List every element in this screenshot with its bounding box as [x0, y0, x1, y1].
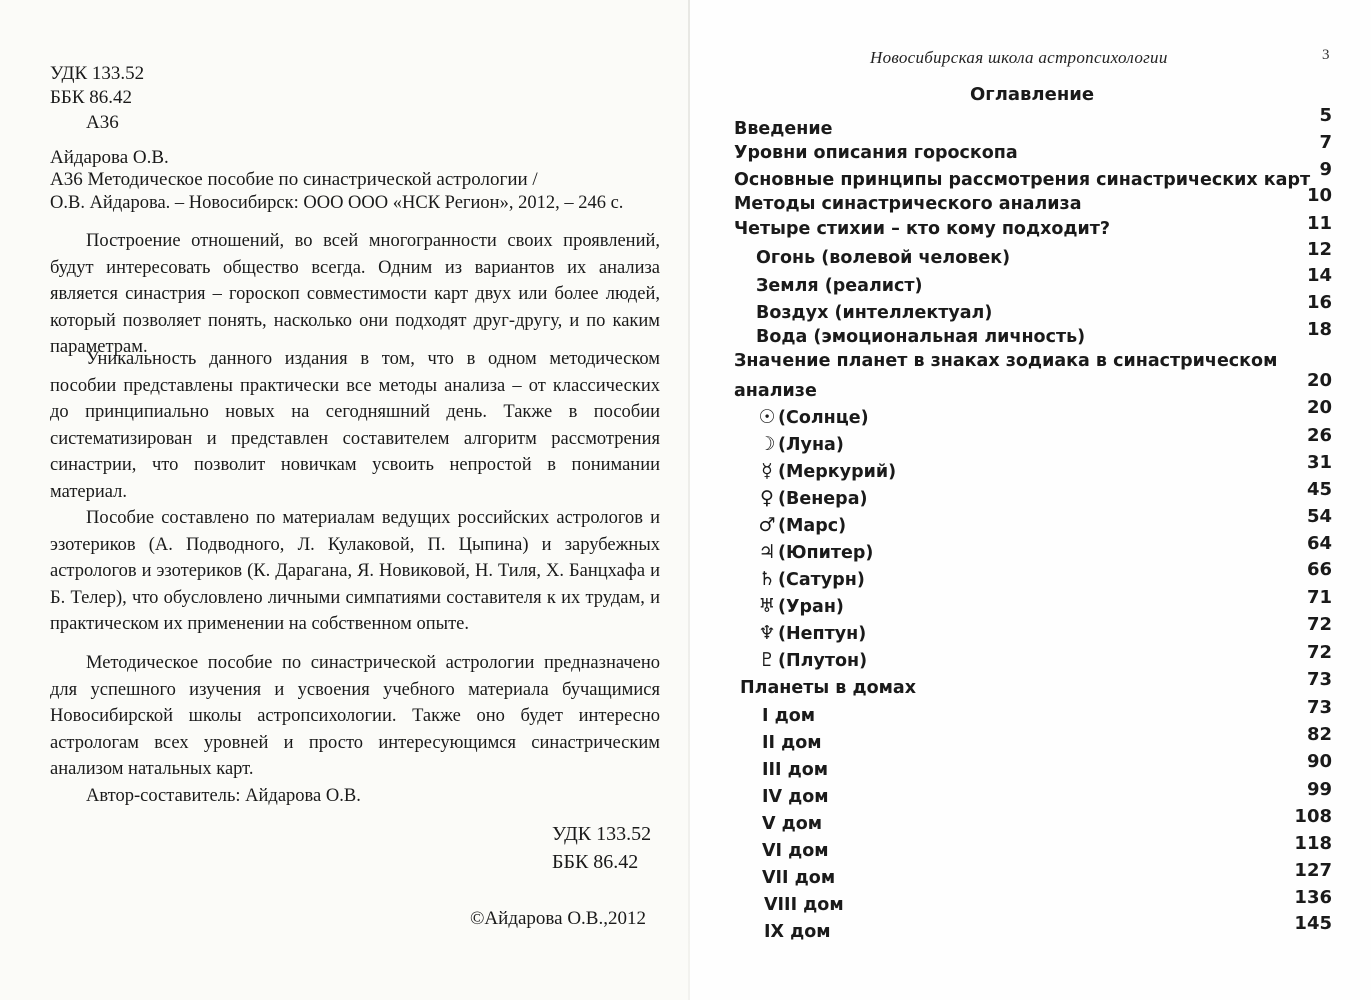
toc-entry-title: Вода (эмоциональная личность) [756, 327, 1086, 347]
toc-entry [756, 459, 896, 484]
toc-entry-title: Воздух (интеллектуал) [756, 303, 993, 323]
planet-symbol-icon: ♃ [758, 541, 776, 563]
toc-entry-title: (Венера) [778, 489, 868, 509]
toc-entry [734, 192, 1082, 216]
toc-entry [734, 349, 1277, 373]
planet-symbol-icon: ♇ [758, 649, 776, 671]
toc-entry [762, 866, 835, 890]
planet-symbol-icon: ☿ [761, 460, 773, 482]
toc-page-number: 66 [1306, 559, 1332, 580]
author-name: Айдарова О.В. [50, 147, 169, 168]
citation-line-2: О.В. Айдарова. – Новосибирск: ООО ООО «НСК Регион», 2012, – 246 с. [50, 193, 624, 213]
toc-entry-title: Основные принципы рассмотрения синастрических карт [734, 170, 1311, 190]
toc-entry [756, 594, 844, 619]
toc-page-number: 90 [1306, 751, 1332, 772]
toc-entry-title: (Сатурн) [778, 570, 865, 590]
toc-page-number: 54 [1306, 506, 1332, 527]
toc-entry-title: (Луна) [778, 435, 844, 455]
toc-page-number: 45 [1306, 479, 1332, 500]
toc-entry-title: IX дом [764, 922, 831, 942]
toc-page-number: 82 [1306, 724, 1332, 745]
toc-page-number: 5 [1319, 105, 1332, 126]
toc-entry [756, 405, 869, 430]
toc-page-number: 118 [1294, 833, 1332, 854]
running-head: Новосибирская школа астропсихологии [870, 48, 1168, 67]
toc-page-number: 18 [1306, 319, 1332, 340]
toc-entry-title: (Нептун) [778, 624, 867, 644]
toc-page-number: 73 [1306, 697, 1332, 718]
toc-entry [756, 513, 846, 538]
toc-entry-title: IV дом [762, 787, 829, 807]
toc-entry [756, 325, 1085, 349]
toc-entry-title: Введение [734, 119, 833, 139]
toc-entry [762, 758, 828, 782]
toc-page-number: 136 [1294, 887, 1332, 908]
toc-entry-title: (Юпитер) [778, 543, 874, 563]
author-mark: А36 [86, 112, 119, 133]
author-compiler-line: Автор-составитель: Айдарова О.В. [86, 786, 361, 806]
toc-page-number: 108 [1294, 806, 1332, 827]
toc-entry-title: (Уран) [778, 597, 844, 617]
toc-entry-title: II дом [762, 733, 822, 753]
toc-entry [734, 168, 1310, 192]
planet-symbol-icon: ♂ [758, 514, 776, 536]
toc-entry-title: VIII дом [764, 895, 844, 915]
toc-page-number: 99 [1306, 779, 1332, 800]
toc-entry-title: III дом [762, 760, 829, 780]
toc-entry [762, 704, 815, 728]
toc-entry [762, 731, 822, 755]
toc-entry-title: (Марс) [778, 516, 847, 536]
toc-entry-title: Четыре стихии – кто кому подходит? [734, 219, 1111, 239]
toc-page-number: 14 [1306, 265, 1332, 286]
bbk-code: ББК 86.42 [50, 87, 132, 108]
toc-page-number: 10 [1306, 185, 1332, 206]
right-page [690, 0, 1371, 1000]
bottom-bbk-code: ББК 86.42 [552, 851, 639, 873]
planet-symbol-icon: ♅ [758, 595, 776, 617]
toc-entry-title: Огонь (волевой человек) [756, 248, 1011, 268]
toc-entry [764, 920, 831, 944]
toc-entry [756, 246, 1010, 270]
planet-symbol-icon: ♆ [758, 622, 776, 644]
citation-line-1: А36 Методическое пособие по синастрической астрологии / [50, 169, 538, 190]
planet-symbol-icon: ♀ [760, 487, 774, 509]
page-number: 3 [1322, 47, 1330, 63]
toc-entry-title: VII дом [762, 868, 836, 888]
toc-entry-title: Планеты в домах [740, 678, 917, 698]
toc-page-number: 127 [1294, 860, 1332, 881]
toc-entry-title: V дом [762, 814, 823, 834]
toc-page-number: 16 [1306, 292, 1332, 313]
toc-page-number: 9 [1319, 159, 1332, 180]
toc-entry [756, 648, 867, 673]
toc-entry [756, 486, 868, 511]
toc-entry [762, 812, 822, 836]
bottom-udk-code: УДК 133.52 [552, 823, 652, 845]
toc-entry-title: VI дом [762, 841, 829, 861]
toc-page-number: 12 [1306, 239, 1332, 260]
paragraph-3: Пособие составлено по материалам ведущих российских астрологов и эзотериков (А. Подводного, Л. Кулаковой, П. Цыпина) и зарубежных астрологов и эзотериков (К. Дарагана, Я. Новиковой, Н. Тиля, Х. Банцхафа и Б. Телер), что обусловлено личными симпатиями составителя к их трудам, и практическом их применении на собственном опыте. [50, 508, 660, 634]
toc-entry [756, 274, 923, 298]
toc-entry [734, 379, 817, 403]
toc-entry [762, 839, 829, 863]
toc-page-number: 20 [1306, 397, 1332, 418]
toc-page-number: 72 [1306, 614, 1332, 635]
toc-entry [756, 621, 866, 646]
toc-page-number: 20 [1306, 370, 1332, 391]
toc-entry-title: I дом [762, 706, 816, 726]
toc-entry [756, 567, 865, 592]
toc-page-number: 11 [1306, 213, 1332, 234]
toc-title: Оглавление [970, 84, 1095, 105]
toc-entry [756, 301, 992, 325]
paragraph-1: Построение отношений, во всей многогранности своих проявлений, будут интересовать общество всегда. Одним из вариантов их анализа является синастрия – гороскоп совместимости карт двух или более людей, который позволяет понять, насколько они подходят друг-другу, и по каким параметрам. [50, 231, 660, 357]
toc-entry-title: Методы синастрического анализа [734, 194, 1082, 214]
toc-entry-title: (Меркурий) [778, 462, 897, 482]
toc-entry [756, 432, 844, 457]
toc-page-number: 64 [1306, 533, 1332, 554]
toc-page-number: 26 [1306, 425, 1332, 446]
toc-entry [764, 893, 844, 917]
toc-page-number: 7 [1319, 132, 1332, 153]
toc-entry-title: Земля (реалист) [756, 276, 923, 296]
toc-entry [756, 540, 873, 565]
copyright: ©Айдарова О.В.,2012 [470, 908, 646, 929]
toc-entry [734, 217, 1110, 241]
planet-symbol-icon: ☉ [758, 406, 776, 428]
toc-entry-title: (Солнце) [778, 408, 869, 428]
planet-symbol-icon: ☽ [758, 433, 776, 455]
toc-page-number: 31 [1306, 452, 1332, 473]
toc-entry [762, 785, 829, 809]
toc-entry [734, 117, 833, 141]
toc-page-number: 73 [1306, 669, 1332, 690]
paragraph-4: Методическое пособие по синастрической астрологии предназначено для успешного изучения и усвоения учебного материала бучащимися Новосибирской школы астропсихологии. Также оно будет интересно астрологам всех уровней и просто интересующимся синастрическим анализом натальных карт. [50, 653, 660, 779]
toc-page-number: 145 [1294, 913, 1332, 934]
toc-entry-title: Уровни описания гороскопа [734, 143, 1018, 163]
planet-symbol-icon: ♄ [758, 568, 776, 590]
toc-entry [740, 676, 916, 700]
paragraph-2: Уникальность данного издания в том, что в одном методическом пособии представлены практически все методы анализа – от классических до принципиально новых на сегодняшний день. Также в пособии систематизирован и представлен составителем алгоритм рассмотрения синастрии, что позволит новичкам усвоить непростой в понимании материал. [50, 349, 660, 502]
toc-entry [734, 141, 1018, 165]
toc-entry-title: анализе [734, 381, 817, 401]
toc-page-number: 72 [1306, 642, 1332, 663]
toc-entry-title: Значение планет в знаках зодиака в синастрическом [734, 351, 1278, 371]
toc-entry-title: (Плутон) [778, 651, 868, 671]
udk-code: УДК 133.52 [50, 63, 145, 84]
toc-page-number: 71 [1306, 587, 1332, 608]
